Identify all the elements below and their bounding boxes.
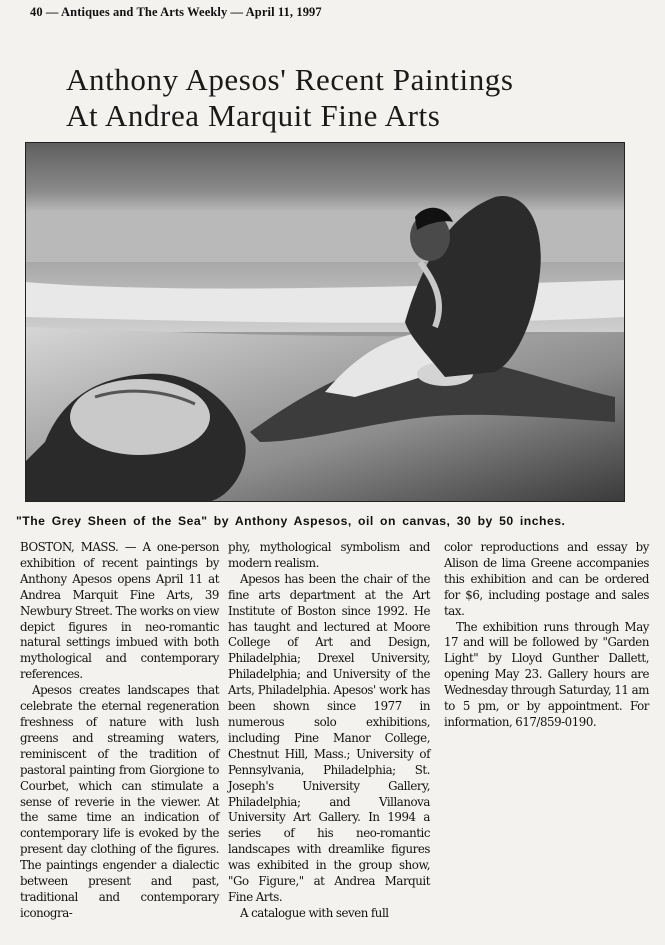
headline-line-1: Anthony Apesos' Recent Paintings (66, 62, 514, 97)
article-column-2 (228, 540, 430, 922)
paragraph: Apesos creates landscapes that celebrate the eternal regeneration freshness of nature with lush greens and streaming waters, reminiscent of the tradition of pastoral painting from Giorgione to Courbet, which can stimulate a sense of reverie in the viewer. At the same time an indication of contemporary life is evoked by the present day clothing of the figures. The paintings engender a dialectic between present and past, traditional and contemporary iconogra- (20, 683, 219, 920)
article-body (20, 540, 650, 940)
paragraph: color reproductions and essay by Alison de lima Greene accompanies this exhibition and can be ordered for $6, including postage and sales tax. (444, 540, 649, 618)
page-header: 40 — Antiques and The Arts Weekly — April 11, 1997 (30, 5, 322, 19)
paragraph: Apesos has been the chair of the fine arts department at the Art Institute of Boston since 1992. He has taught and lectured at Moore College of Art and Design, Philadelphia; Drexel University, Philadelphia; and University of the Arts, Philadelphia. Apesos' work has been shown since 1977 in numerous solo exhibitions, including Pine Manor College, Chestnut Hill, Mass.; University of Pennsylvania, Philadelphia; St. Joseph's University Gallery, Philadelphia; and Villanova University Art Gallery. In 1994 a series of his neo-romantic landscapes with dreamlike figures was exhibited in the group show, "Go Figure," at Andrea Marquit Fine Arts. (228, 571, 430, 904)
paragraph: The exhibition runs through May 17 and will be followed by "Garden Light" by Lloyd Gunther Dallett, opening May 23. Gallery hours are Wednesday through Saturday, 11 am to 5 pm, or by appointment. For information, 617/859-0190. (444, 619, 649, 729)
headline-line-2: At Andrea Marquit Fine Arts (66, 98, 441, 133)
article-column-1 (20, 540, 219, 922)
paragraph: BOSTON, MASS. — A one-person exhibition of recent paintings by Anthony Apesos opens April 11 at Andrea Marquit Fine Arts, 39 Newbury Street. The works on view depict figures in neo-romantic natural settings imbued with both mythological and contemporary references. (20, 540, 219, 682)
painting-photo (25, 142, 625, 502)
paragraph: A catalogue with seven full (240, 905, 389, 920)
paragraph: phy, mythological symbolism and modern realism. (228, 540, 430, 570)
article-column-3 (444, 540, 649, 731)
photo-caption: "The Grey Sheen of the Sea" by Anthony Aspesos, oil on canvas, 30 by 50 inches. (16, 514, 566, 528)
painting-image (25, 142, 625, 502)
headline (66, 62, 646, 134)
